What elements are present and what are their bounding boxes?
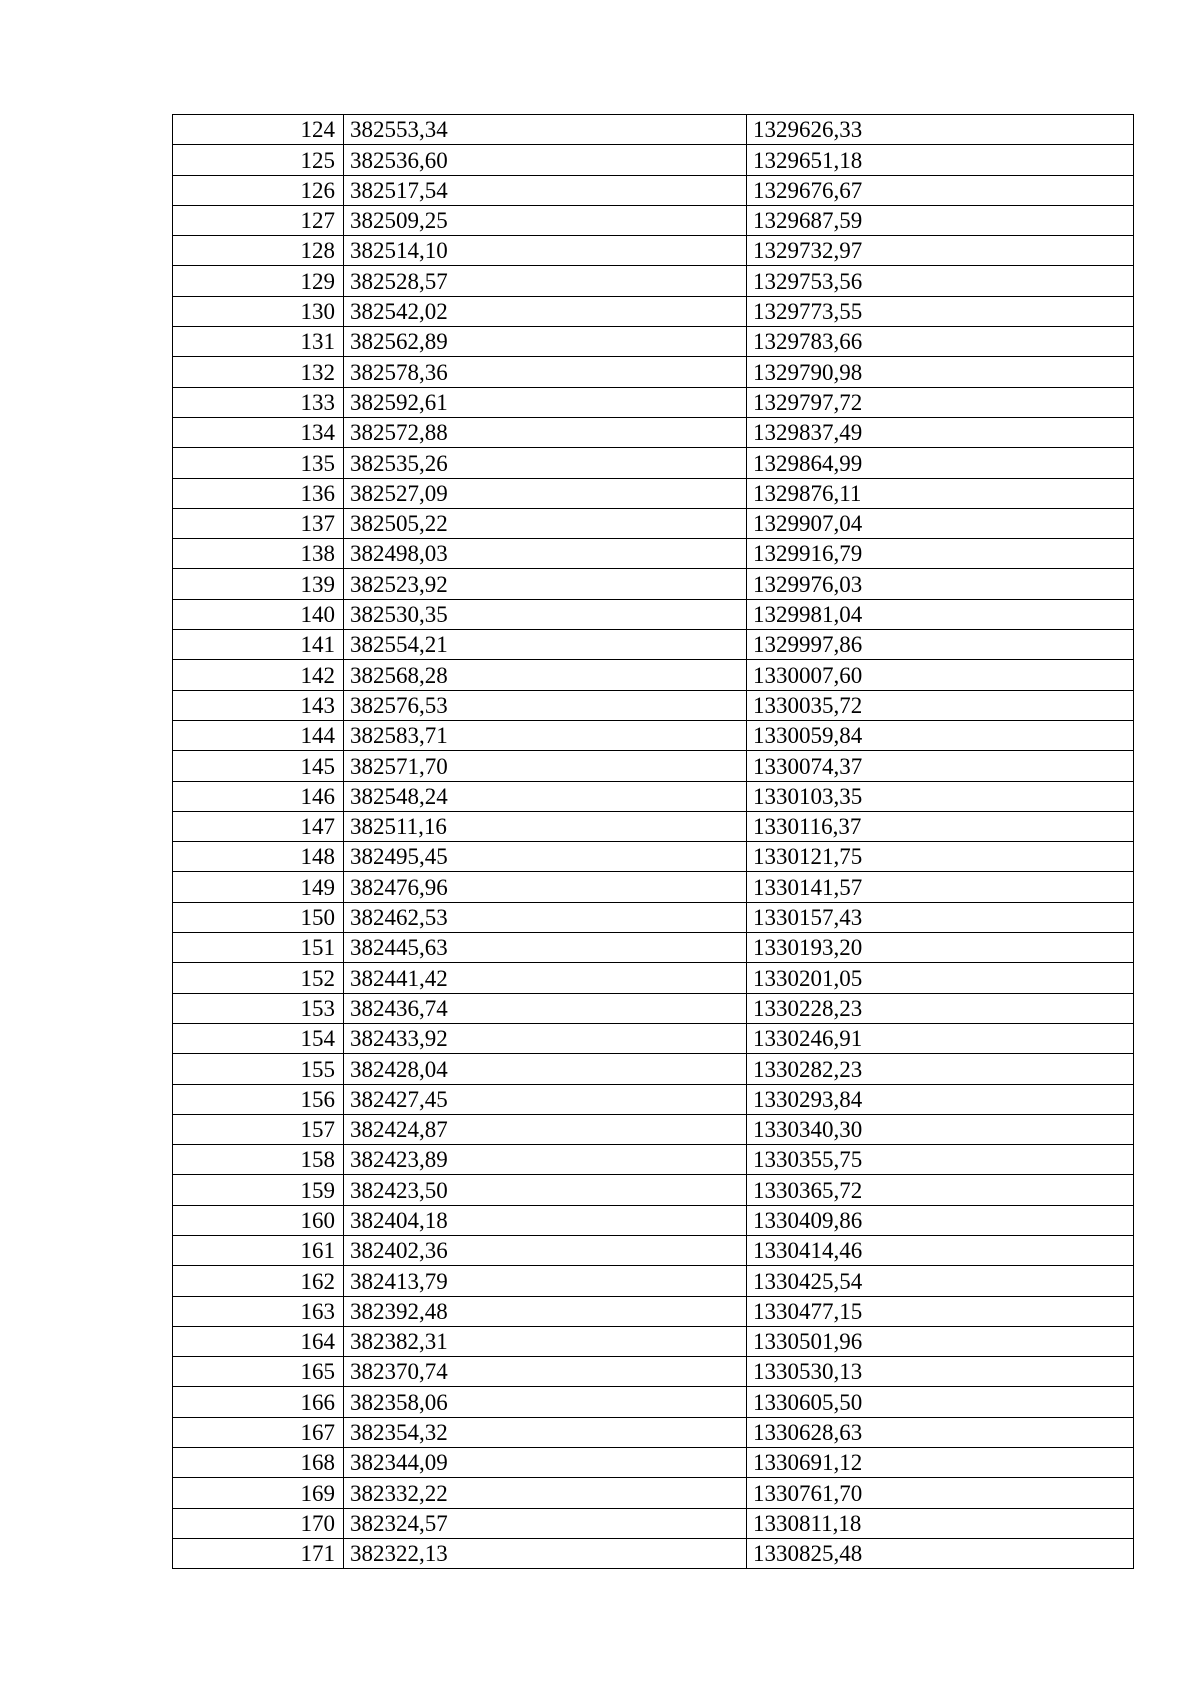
y-coordinate-cell: 1330355,75 [747, 1145, 1134, 1175]
table-row [173, 327, 1134, 357]
y-coordinate-cell: 1330228,23 [747, 993, 1134, 1023]
point-number-cell: 151 [173, 933, 344, 963]
table-row [173, 963, 1134, 993]
y-coordinate-cell: 1330116,37 [747, 811, 1134, 841]
point-number-cell: 133 [173, 387, 344, 417]
x-coordinate-cell: 382344,09 [344, 1448, 747, 1478]
x-coordinate-cell: 382433,92 [344, 1023, 747, 1053]
y-coordinate-cell: 1329981,04 [747, 599, 1134, 629]
coordinates-table-body [173, 115, 1134, 1569]
x-coordinate-cell: 382528,57 [344, 266, 747, 296]
x-coordinate-cell: 382423,89 [344, 1145, 747, 1175]
x-coordinate-cell: 382553,34 [344, 115, 747, 145]
y-coordinate-cell: 1329876,11 [747, 478, 1134, 508]
x-coordinate-cell: 382413,79 [344, 1266, 747, 1296]
table-row [173, 1357, 1134, 1387]
table-row [173, 630, 1134, 660]
point-number-cell: 152 [173, 963, 344, 993]
table-row [173, 1508, 1134, 1538]
point-number-cell: 129 [173, 266, 344, 296]
x-coordinate-cell: 382402,36 [344, 1235, 747, 1265]
point-number-cell: 158 [173, 1145, 344, 1175]
point-number-cell: 124 [173, 115, 344, 145]
table-row [173, 387, 1134, 417]
y-coordinate-cell: 1329907,04 [747, 508, 1134, 538]
table-row [173, 1205, 1134, 1235]
y-coordinate-cell: 1329864,99 [747, 448, 1134, 478]
y-coordinate-cell: 1329753,56 [747, 266, 1134, 296]
point-number-cell: 132 [173, 357, 344, 387]
table-row [173, 266, 1134, 296]
point-number-cell: 160 [173, 1205, 344, 1235]
y-coordinate-cell: 1330157,43 [747, 902, 1134, 932]
table-row [173, 1145, 1134, 1175]
point-number-cell: 166 [173, 1387, 344, 1417]
point-number-cell: 140 [173, 599, 344, 629]
point-number-cell: 170 [173, 1508, 344, 1538]
point-number-cell: 142 [173, 660, 344, 690]
table-row [173, 448, 1134, 478]
x-coordinate-cell: 382517,54 [344, 175, 747, 205]
point-number-cell: 164 [173, 1326, 344, 1356]
y-coordinate-cell: 1330074,37 [747, 751, 1134, 781]
y-coordinate-cell: 1329997,86 [747, 630, 1134, 660]
table-row [173, 1175, 1134, 1205]
table-row [173, 417, 1134, 447]
y-coordinate-cell: 1330825,48 [747, 1538, 1134, 1568]
x-coordinate-cell: 382495,45 [344, 842, 747, 872]
table-row [173, 478, 1134, 508]
y-coordinate-cell: 1330628,63 [747, 1417, 1134, 1447]
y-coordinate-cell: 1329837,49 [747, 417, 1134, 447]
table-row [173, 690, 1134, 720]
point-number-cell: 125 [173, 145, 344, 175]
x-coordinate-cell: 382548,24 [344, 781, 747, 811]
table-row [173, 933, 1134, 963]
table-row [173, 569, 1134, 599]
table-row [173, 145, 1134, 175]
y-coordinate-cell: 1329651,18 [747, 145, 1134, 175]
y-coordinate-cell: 1329797,72 [747, 387, 1134, 417]
x-coordinate-cell: 382509,25 [344, 205, 747, 235]
table-row [173, 1448, 1134, 1478]
table-row [173, 1084, 1134, 1114]
x-coordinate-cell: 382324,57 [344, 1508, 747, 1538]
x-coordinate-cell: 382572,88 [344, 417, 747, 447]
y-coordinate-cell: 1329773,55 [747, 296, 1134, 326]
point-number-cell: 131 [173, 327, 344, 357]
table-row [173, 205, 1134, 235]
point-number-cell: 159 [173, 1175, 344, 1205]
point-number-cell: 148 [173, 842, 344, 872]
y-coordinate-cell: 1330121,75 [747, 842, 1134, 872]
x-coordinate-cell: 382428,04 [344, 1054, 747, 1084]
point-number-cell: 157 [173, 1114, 344, 1144]
y-coordinate-cell: 1330691,12 [747, 1448, 1134, 1478]
y-coordinate-cell: 1330501,96 [747, 1326, 1134, 1356]
y-coordinate-cell: 1330409,86 [747, 1205, 1134, 1235]
y-coordinate-cell: 1330605,50 [747, 1387, 1134, 1417]
x-coordinate-cell: 382505,22 [344, 508, 747, 538]
x-coordinate-cell: 382554,21 [344, 630, 747, 660]
y-coordinate-cell: 1330477,15 [747, 1296, 1134, 1326]
point-number-cell: 147 [173, 811, 344, 841]
y-coordinate-cell: 1329783,66 [747, 327, 1134, 357]
y-coordinate-cell: 1330282,23 [747, 1054, 1134, 1084]
table-row [173, 236, 1134, 266]
point-number-cell: 169 [173, 1478, 344, 1508]
x-coordinate-cell: 382578,36 [344, 357, 747, 387]
point-number-cell: 146 [173, 781, 344, 811]
table-row [173, 508, 1134, 538]
x-coordinate-cell: 382592,61 [344, 387, 747, 417]
x-coordinate-cell: 382358,06 [344, 1387, 747, 1417]
point-number-cell: 134 [173, 417, 344, 447]
point-number-cell: 168 [173, 1448, 344, 1478]
y-coordinate-cell: 1329687,59 [747, 205, 1134, 235]
x-coordinate-cell: 382542,02 [344, 296, 747, 326]
x-coordinate-cell: 382354,32 [344, 1417, 747, 1447]
x-coordinate-cell: 382424,87 [344, 1114, 747, 1144]
y-coordinate-cell: 1330811,18 [747, 1508, 1134, 1538]
x-coordinate-cell: 382514,10 [344, 236, 747, 266]
point-number-cell: 149 [173, 872, 344, 902]
y-coordinate-cell: 1330761,70 [747, 1478, 1134, 1508]
point-number-cell: 153 [173, 993, 344, 1023]
y-coordinate-cell: 1330365,72 [747, 1175, 1134, 1205]
table-row [173, 539, 1134, 569]
x-coordinate-cell: 382568,28 [344, 660, 747, 690]
x-coordinate-cell: 382441,42 [344, 963, 747, 993]
y-coordinate-cell: 1330007,60 [747, 660, 1134, 690]
y-coordinate-cell: 1329732,97 [747, 236, 1134, 266]
x-coordinate-cell: 382498,03 [344, 539, 747, 569]
point-number-cell: 127 [173, 205, 344, 235]
point-number-cell: 135 [173, 448, 344, 478]
table-row [173, 1023, 1134, 1053]
coordinates-table [172, 114, 1134, 1569]
table-row [173, 902, 1134, 932]
point-number-cell: 126 [173, 175, 344, 205]
x-coordinate-cell: 382523,92 [344, 569, 747, 599]
point-number-cell: 163 [173, 1296, 344, 1326]
x-coordinate-cell: 382445,63 [344, 933, 747, 963]
point-number-cell: 156 [173, 1084, 344, 1114]
x-coordinate-cell: 382527,09 [344, 478, 747, 508]
table-row [173, 1478, 1134, 1508]
y-coordinate-cell: 1329976,03 [747, 569, 1134, 599]
point-number-cell: 144 [173, 720, 344, 750]
y-coordinate-cell: 1330103,35 [747, 781, 1134, 811]
table-row [173, 993, 1134, 1023]
table-row [173, 175, 1134, 205]
point-number-cell: 150 [173, 902, 344, 932]
point-number-cell: 155 [173, 1054, 344, 1084]
table-row [173, 1235, 1134, 1265]
x-coordinate-cell: 382511,16 [344, 811, 747, 841]
x-coordinate-cell: 382562,89 [344, 327, 747, 357]
table-row [173, 1538, 1134, 1568]
point-number-cell: 138 [173, 539, 344, 569]
table-row [173, 357, 1134, 387]
x-coordinate-cell: 382423,50 [344, 1175, 747, 1205]
x-coordinate-cell: 382462,53 [344, 902, 747, 932]
x-coordinate-cell: 382370,74 [344, 1357, 747, 1387]
y-coordinate-cell: 1330141,57 [747, 872, 1134, 902]
table-row [173, 720, 1134, 750]
y-coordinate-cell: 1329790,98 [747, 357, 1134, 387]
point-number-cell: 154 [173, 1023, 344, 1053]
x-coordinate-cell: 382476,96 [344, 872, 747, 902]
point-number-cell: 161 [173, 1235, 344, 1265]
x-coordinate-cell: 382392,48 [344, 1296, 747, 1326]
y-coordinate-cell: 1330425,54 [747, 1266, 1134, 1296]
x-coordinate-cell: 382583,71 [344, 720, 747, 750]
x-coordinate-cell: 382571,70 [344, 751, 747, 781]
table-row [173, 1114, 1134, 1144]
x-coordinate-cell: 382535,26 [344, 448, 747, 478]
y-coordinate-cell: 1330414,46 [747, 1235, 1134, 1265]
table-row [173, 296, 1134, 326]
x-coordinate-cell: 382322,13 [344, 1538, 747, 1568]
table-row [173, 781, 1134, 811]
y-coordinate-cell: 1329916,79 [747, 539, 1134, 569]
table-row [173, 1387, 1134, 1417]
x-coordinate-cell: 382576,53 [344, 690, 747, 720]
y-coordinate-cell: 1330530,13 [747, 1357, 1134, 1387]
point-number-cell: 171 [173, 1538, 344, 1568]
table-row [173, 1266, 1134, 1296]
x-coordinate-cell: 382332,22 [344, 1478, 747, 1508]
point-number-cell: 136 [173, 478, 344, 508]
x-coordinate-cell: 382382,31 [344, 1326, 747, 1356]
point-number-cell: 137 [173, 508, 344, 538]
y-coordinate-cell: 1329676,67 [747, 175, 1134, 205]
table-row [173, 1054, 1134, 1084]
x-coordinate-cell: 382436,74 [344, 993, 747, 1023]
table-row [173, 811, 1134, 841]
table-row [173, 842, 1134, 872]
y-coordinate-cell: 1330246,91 [747, 1023, 1134, 1053]
point-number-cell: 167 [173, 1417, 344, 1447]
y-coordinate-cell: 1330193,20 [747, 933, 1134, 963]
x-coordinate-cell: 382536,60 [344, 145, 747, 175]
y-coordinate-cell: 1330035,72 [747, 690, 1134, 720]
x-coordinate-cell: 382530,35 [344, 599, 747, 629]
y-coordinate-cell: 1330059,84 [747, 720, 1134, 750]
table-row [173, 1296, 1134, 1326]
table-row [173, 115, 1134, 145]
y-coordinate-cell: 1330340,30 [747, 1114, 1134, 1144]
table-row [173, 751, 1134, 781]
point-number-cell: 128 [173, 236, 344, 266]
point-number-cell: 143 [173, 690, 344, 720]
table-row [173, 660, 1134, 690]
point-number-cell: 145 [173, 751, 344, 781]
x-coordinate-cell: 382427,45 [344, 1084, 747, 1114]
table-row [173, 1326, 1134, 1356]
table-row [173, 599, 1134, 629]
x-coordinate-cell: 382404,18 [344, 1205, 747, 1235]
point-number-cell: 139 [173, 569, 344, 599]
table-row [173, 1417, 1134, 1447]
point-number-cell: 162 [173, 1266, 344, 1296]
point-number-cell: 165 [173, 1357, 344, 1387]
table-row [173, 872, 1134, 902]
y-coordinate-cell: 1329626,33 [747, 115, 1134, 145]
point-number-cell: 141 [173, 630, 344, 660]
y-coordinate-cell: 1330293,84 [747, 1084, 1134, 1114]
y-coordinate-cell: 1330201,05 [747, 963, 1134, 993]
point-number-cell: 130 [173, 296, 344, 326]
